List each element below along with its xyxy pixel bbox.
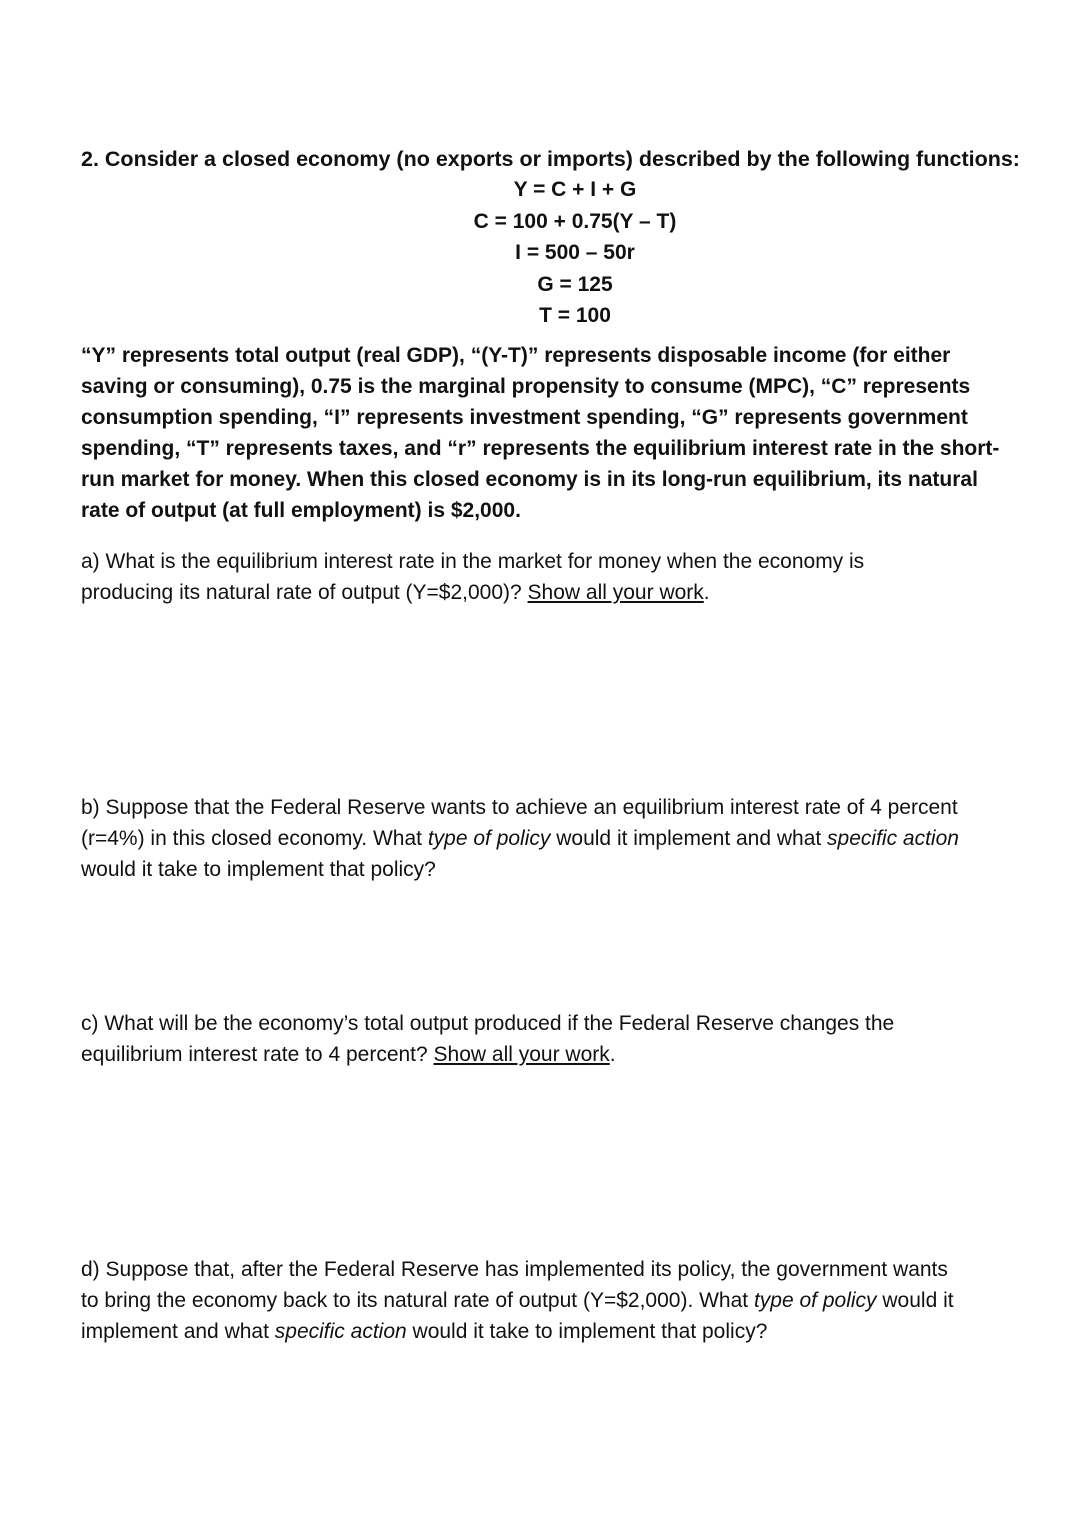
question-d-text: would it xyxy=(876,1289,954,1312)
specific-action-emphasis: specific action xyxy=(827,827,959,850)
question-a-period: . xyxy=(703,581,710,604)
equation-taxes: T = 100 xyxy=(539,304,611,327)
type-of-policy-emphasis: type of policy xyxy=(427,827,551,850)
definition-line: run market for money. When this closed economy is in its long-run equilibrium, its natural xyxy=(81,468,978,491)
equation-investment: I = 500 – 50r xyxy=(515,241,635,264)
question-b xyxy=(81,792,1066,885)
definition-line: rate of output (at full employment) is $2,000. xyxy=(81,499,521,522)
equation-government: G = 125 xyxy=(537,272,613,296)
question-d-line: d) Suppose that, after the Federal Reserve has implemented its policy, the government wants xyxy=(81,1258,948,1281)
problem-heading: 2. Consider a closed economy (no exports or imports) described by the following functions: xyxy=(81,147,1020,171)
question-a-line xyxy=(81,577,1066,608)
question-a xyxy=(81,546,1066,608)
question-b-text: (r=4%) in this closed economy. What xyxy=(81,827,428,850)
definition-line: saving or consuming), 0.75 is the marginal propensity to consume (MPC), “C” represents xyxy=(81,375,971,398)
question-b-text: would it implement and what xyxy=(550,827,828,850)
question-b-line: b) Suppose that the Federal Reserve wants to achieve an equilibrium interest rate of 4 percent xyxy=(81,796,958,819)
equation-block xyxy=(360,174,790,332)
question-c-period: . xyxy=(609,1043,616,1066)
equation-output: Y = C + I + G xyxy=(513,178,637,201)
specific-action-emphasis: specific action xyxy=(274,1320,407,1343)
definition-line: spending, “T” represents taxes, and “r” represents the equilibrium interest rate in the short- xyxy=(81,437,1000,460)
question-a-line: a) What is the equilibrium interest rate in the market for money when the economy is xyxy=(81,550,865,573)
question-b-line xyxy=(81,823,1066,854)
definition-line: consumption spending, “I” represents investment spending, “G” represents government xyxy=(81,406,968,429)
question-d-line xyxy=(81,1285,1066,1316)
variable-definitions xyxy=(81,340,1056,526)
show-work-instruction: Show all your work xyxy=(433,1043,610,1066)
question-a-text: producing its natural rate of output (Y=$2,000)? xyxy=(81,581,528,604)
question-c-line: c) What will be the economy’s total output produced if the Federal Reserve changes the xyxy=(81,1012,895,1035)
question-d-text: implement and what xyxy=(81,1320,275,1343)
type-of-policy-emphasis: type of policy xyxy=(753,1289,877,1312)
show-work-instruction: Show all your work xyxy=(527,581,704,604)
question-c xyxy=(81,1008,1066,1070)
question-d-text: to bring the economy back to its natural rate of output (Y=$2,000). What xyxy=(81,1289,754,1312)
question-d xyxy=(81,1254,1066,1347)
question-c-line xyxy=(81,1039,1066,1070)
question-b-line: would it take to implement that policy? xyxy=(81,858,436,881)
equation-consumption: C = 100 + 0.75(Y – T) xyxy=(473,209,677,233)
definition-line: “Y” represents total output (real GDP), “(Y-T)” represents disposable income (for either xyxy=(81,344,951,367)
question-d-text: would it take to implement that policy? xyxy=(406,1320,768,1343)
question-d-line xyxy=(81,1316,1066,1347)
question-c-text: equilibrium interest rate to 4 percent? xyxy=(81,1043,434,1066)
